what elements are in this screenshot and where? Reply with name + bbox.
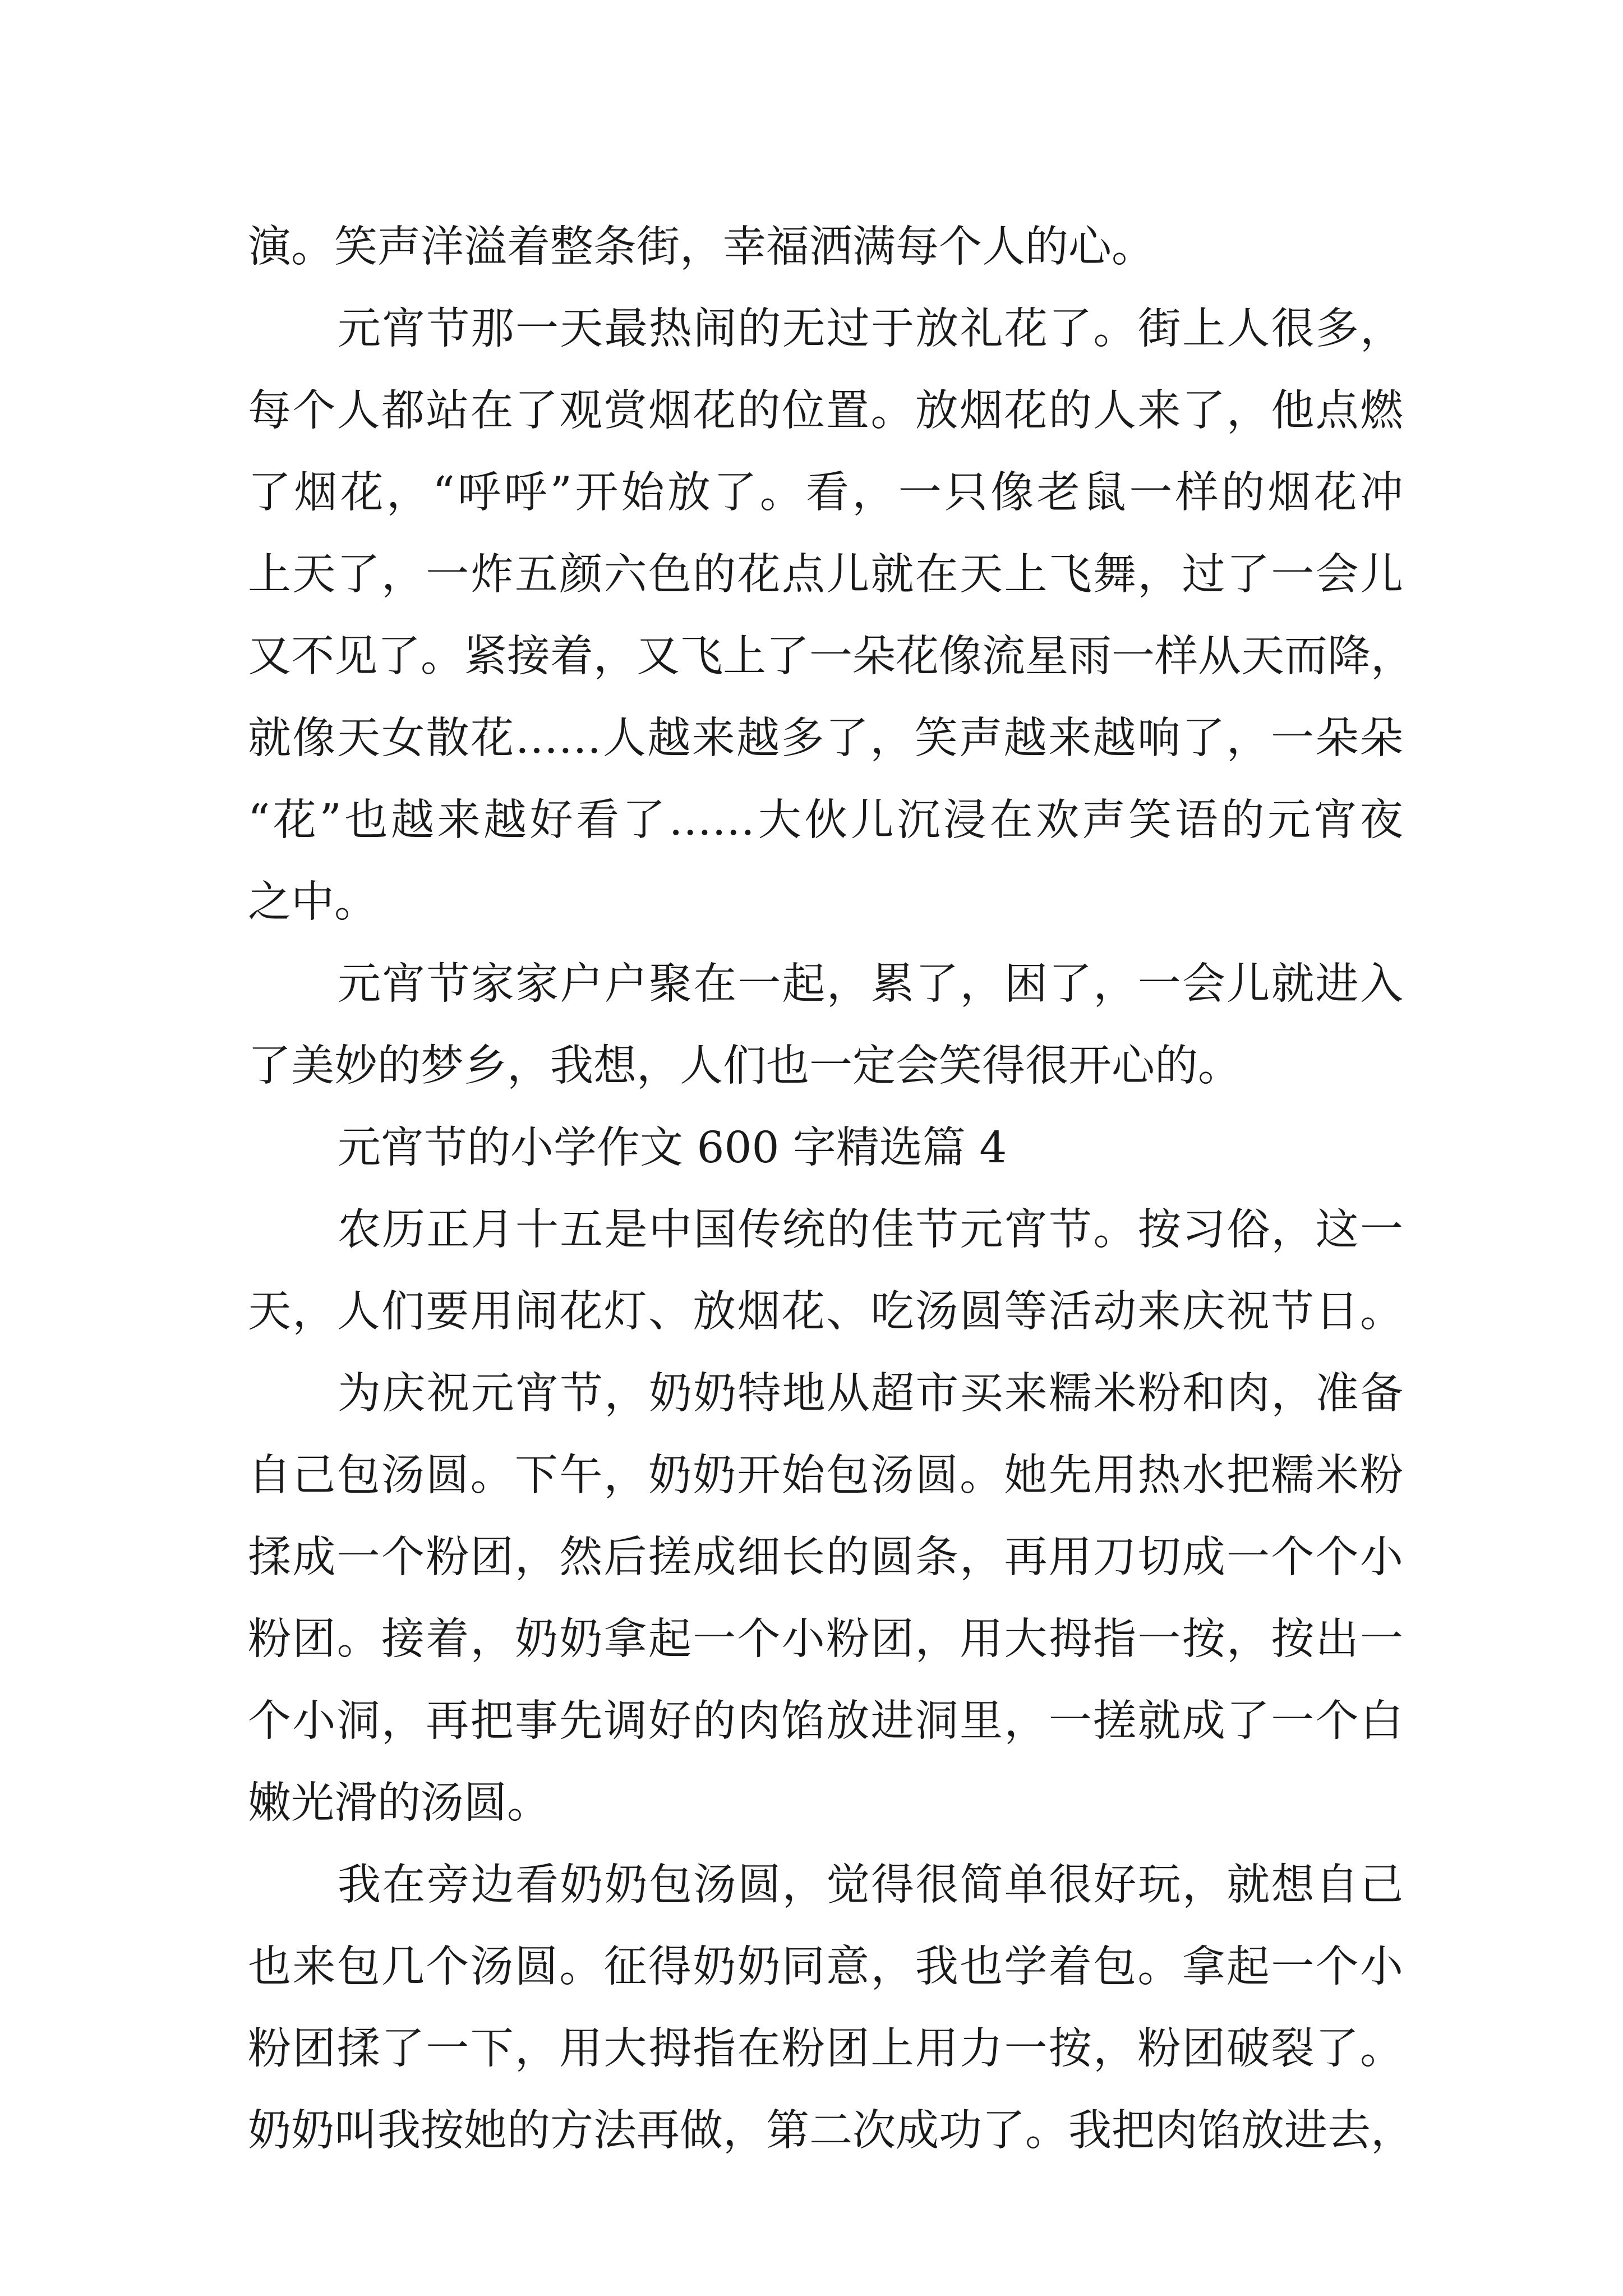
text-line: 揉成一个粉团，然后搓成细长的圆条，再用刀切成一个个小: [248, 1533, 1403, 1582]
document-body: [248, 206, 1414, 2172]
text-line: 农历正月十五是中国传统的佳节元宵节。按习俗，这一: [338, 1205, 1403, 1255]
text-line: 天，人们要用闹花灯、放烟花、吃汤圆等活动来庆祝节日。: [248, 1287, 1403, 1337]
text-line: 又不见了。紧接着，又飞上了一朵花像流星雨一样从天而降，: [248, 632, 1414, 682]
text-line: 自己包汤圆。下午，奶奶开始包汤圆。她先用热水把糯米粉: [248, 1451, 1403, 1501]
text-line: 嫩光滑的汤圆。: [248, 1778, 550, 1828]
text-line: 了烟花，“呼呼”开始放了。看，一只像老鼠一样的烟花冲: [248, 468, 1403, 518]
text-line: 每个人都站在了观赏烟花的位置。放烟花的人来了，他点燃: [248, 386, 1403, 436]
text-line: 演。笑声洋溢着整条街，幸福洒满每个人的心。: [248, 222, 1155, 272]
text-line: 奶奶叫我按她的方法再做，第二次成功了。我把肉馅放进去，: [248, 2106, 1414, 2156]
text-line: 我在旁边看奶奶包汤圆，觉得很简单很好玩，就想自己: [338, 1860, 1403, 1910]
text-line: 粉团揉了一下，用大拇指在粉团上用力一按，粉团破裂了。: [248, 2024, 1403, 2074]
text-line: 了美妙的梦乡，我想，人们也一定会笑得很开心的。: [248, 1041, 1241, 1091]
text-line: 粉团。接着，奶奶拿起一个小粉团，用大拇指一按，按出一: [248, 1614, 1403, 1664]
text-line: 也来包几个汤圆。征得奶奶同意，我也学着包。拿起一个小: [248, 1942, 1403, 1992]
text-line: 元宵节家家户户聚在一起，累了，困了，一会儿就进入: [338, 959, 1403, 1009]
text-line: 个小洞，再把事先调好的肉馅放进洞里，一搓就成了一个白: [248, 1696, 1403, 1746]
text-line: 就像天女散花……人越来越多了，笑声越来越响了，一朵朵: [248, 714, 1403, 763]
text-line: “花”也越来越好看了……大伙儿沉浸在欢声笑语的元宵夜: [248, 795, 1403, 845]
text-line: 元宵节的小学作文 600 字精选篇 4: [338, 1123, 1007, 1173]
text-line: 元宵节那一天最热闹的无过于放礼花了。街上人很多，: [338, 304, 1403, 354]
text-line: 之中。: [248, 877, 377, 927]
text-line: 上天了，一炸五颜六色的花点儿就在天上飞舞，过了一会儿: [248, 550, 1403, 600]
text-line: 为庆祝元宵节，奶奶特地从超市买来糯米粉和肉，准备: [338, 1369, 1403, 1419]
